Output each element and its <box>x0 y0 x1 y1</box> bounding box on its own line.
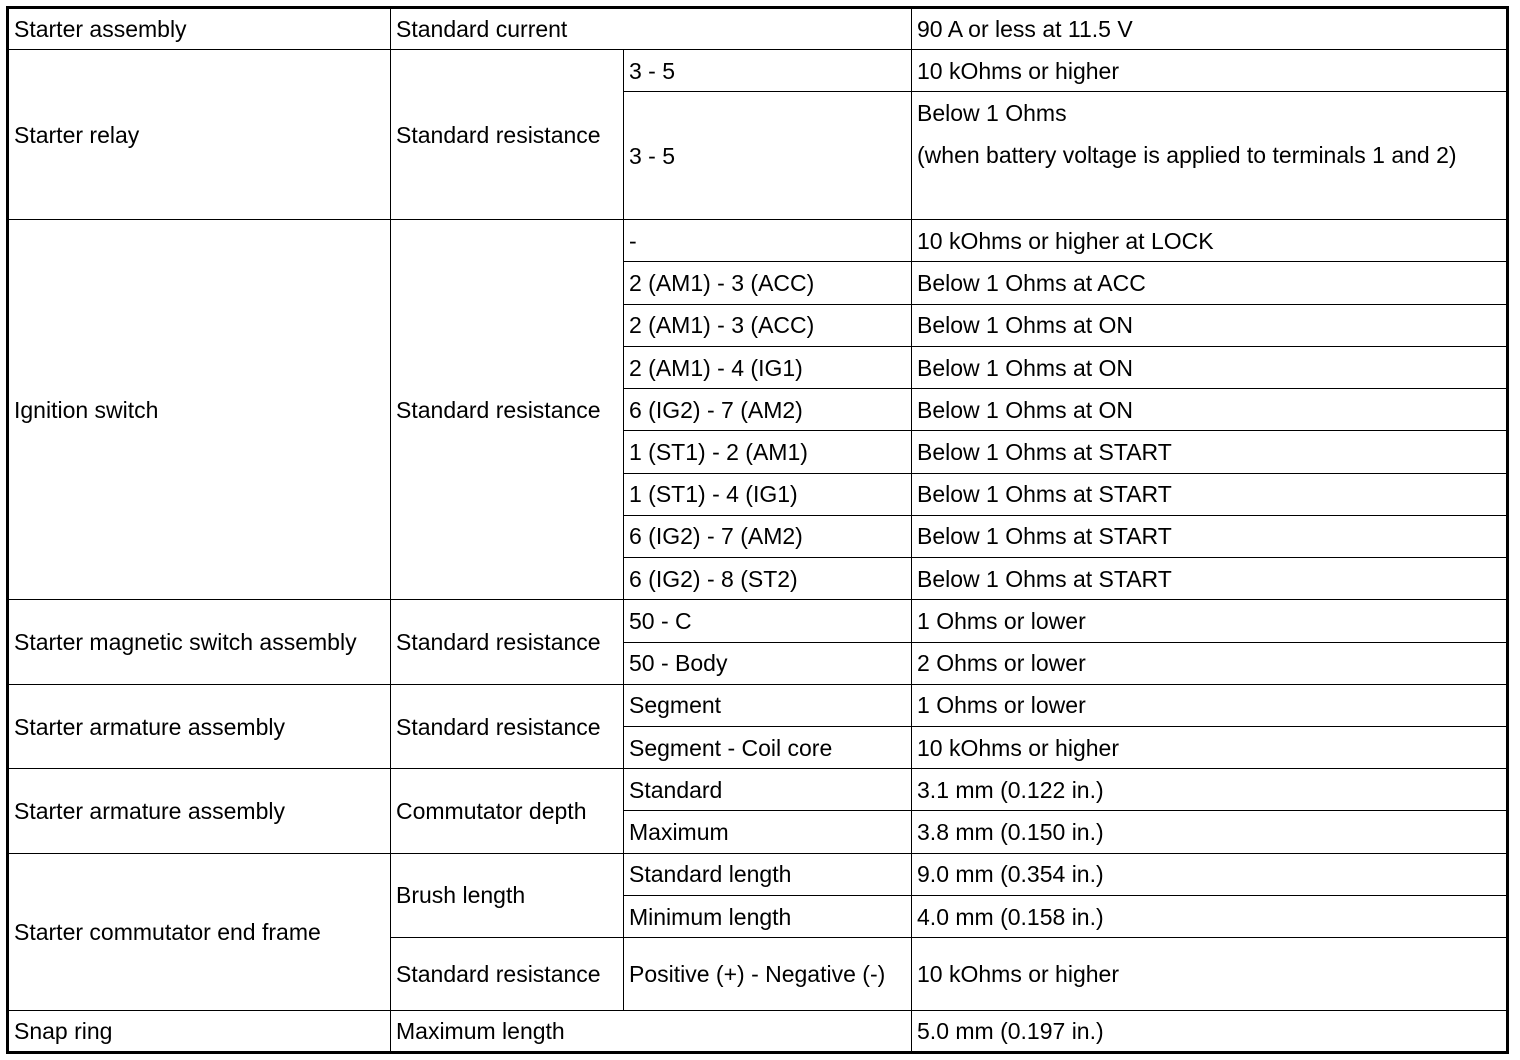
component-cell: Starter relay <box>8 50 391 220</box>
table-row <box>8 8 1508 50</box>
terminal-cell: Segment - Coil core <box>624 727 912 769</box>
value-cell: 10 kOhms or higher <box>912 727 1508 769</box>
value-cell: 5.0 mm (0.197 in.) <box>912 1010 1508 1052</box>
terminal-cell: 2 (AM1) - 4 (IG1) <box>624 346 912 388</box>
terminal-cell: Segment <box>624 684 912 726</box>
parameter-cell: Standard resistance <box>391 600 624 684</box>
specification-table <box>6 6 1509 1054</box>
value-cell: 3.8 mm (0.150 in.) <box>912 811 1508 853</box>
parameter-cell: Standard resistance <box>391 220 624 600</box>
component-cell: Starter commutator end frame <box>8 853 391 1010</box>
terminal-cell: 6 (IG2) - 7 (AM2) <box>624 515 912 557</box>
value-cell: 90 A or less at 11.5 V <box>912 8 1508 50</box>
value-note: (when battery voltage is applied to terminals 1 and 2) <box>917 142 1457 169</box>
parameter-cell: Standard current <box>391 8 912 50</box>
value-cell: 9.0 mm (0.354 in.) <box>912 853 1508 895</box>
parameter-cell: Standard resistance <box>391 684 624 768</box>
value-cell: Below 1 Ohms at START <box>912 558 1508 600</box>
terminal-cell: 6 (IG2) - 8 (ST2) <box>624 558 912 600</box>
terminal-cell: - <box>624 220 912 262</box>
terminal-cell: 1 (ST1) - 2 (AM1) <box>624 431 912 473</box>
table-row <box>8 1010 1508 1052</box>
terminal-cell: 6 (IG2) - 7 (AM2) <box>624 389 912 431</box>
value-text: Below 1 Ohms <box>917 100 1067 127</box>
terminal-cell: Minimum length <box>624 895 912 937</box>
terminal-cell: 2 (AM1) - 3 (ACC) <box>624 304 912 346</box>
table-row <box>8 853 1508 895</box>
terminal-cell: Standard length <box>624 853 912 895</box>
parameter-cell: Brush length <box>391 853 624 937</box>
component-cell: Starter armature assembly <box>8 684 391 768</box>
value-cell: 10 kOhms or higher <box>912 50 1508 92</box>
terminal-cell: 2 (AM1) - 3 (ACC) <box>624 262 912 304</box>
component-cell: Ignition switch <box>8 220 391 600</box>
component-cell: Snap ring <box>8 1010 391 1052</box>
table-row <box>8 220 1508 262</box>
parameter-cell: Standard resistance <box>391 938 624 1010</box>
value-cell: Below 1 Ohms at START <box>912 473 1508 515</box>
value-cell: Below 1 Ohms at ON <box>912 304 1508 346</box>
value-cell <box>912 92 1508 220</box>
table-row <box>8 50 1508 92</box>
component-cell: Starter assembly <box>8 8 391 50</box>
terminal-cell: Maximum <box>624 811 912 853</box>
table-row <box>8 684 1508 726</box>
terminal-cell: 50 - Body <box>624 642 912 684</box>
value-cell: 10 kOhms or higher at LOCK <box>912 220 1508 262</box>
value-cell: 1 Ohms or lower <box>912 684 1508 726</box>
value-cell: 4.0 mm (0.158 in.) <box>912 895 1508 937</box>
table-row <box>8 769 1508 811</box>
component-cell: Starter armature assembly <box>8 769 391 853</box>
terminal-cell: 3 - 5 <box>624 92 912 220</box>
terminal-cell: Positive (+) - Negative (-) <box>624 938 912 1010</box>
value-cell: 3.1 mm (0.122 in.) <box>912 769 1508 811</box>
value-cell: Below 1 Ohms at START <box>912 431 1508 473</box>
value-cell: Below 1 Ohms at START <box>912 515 1508 557</box>
value-cell: Below 1 Ohms at ACC <box>912 262 1508 304</box>
value-cell: 2 Ohms or lower <box>912 642 1508 684</box>
value-cell: 10 kOhms or higher <box>912 938 1508 1010</box>
terminal-cell: 3 - 5 <box>624 50 912 92</box>
table-row <box>8 600 1508 642</box>
parameter-cell: Maximum length <box>391 1010 912 1052</box>
value-cell: 1 Ohms or lower <box>912 600 1508 642</box>
terminal-cell: 1 (ST1) - 4 (IG1) <box>624 473 912 515</box>
terminal-cell: 50 - C <box>624 600 912 642</box>
terminal-cell: Standard <box>624 769 912 811</box>
parameter-cell: Commutator depth <box>391 769 624 853</box>
parameter-cell: Standard resistance <box>391 50 624 220</box>
value-cell: Below 1 Ohms at ON <box>912 389 1508 431</box>
value-cell: Below 1 Ohms at ON <box>912 346 1508 388</box>
component-cell: Starter magnetic switch assembly <box>8 600 391 684</box>
